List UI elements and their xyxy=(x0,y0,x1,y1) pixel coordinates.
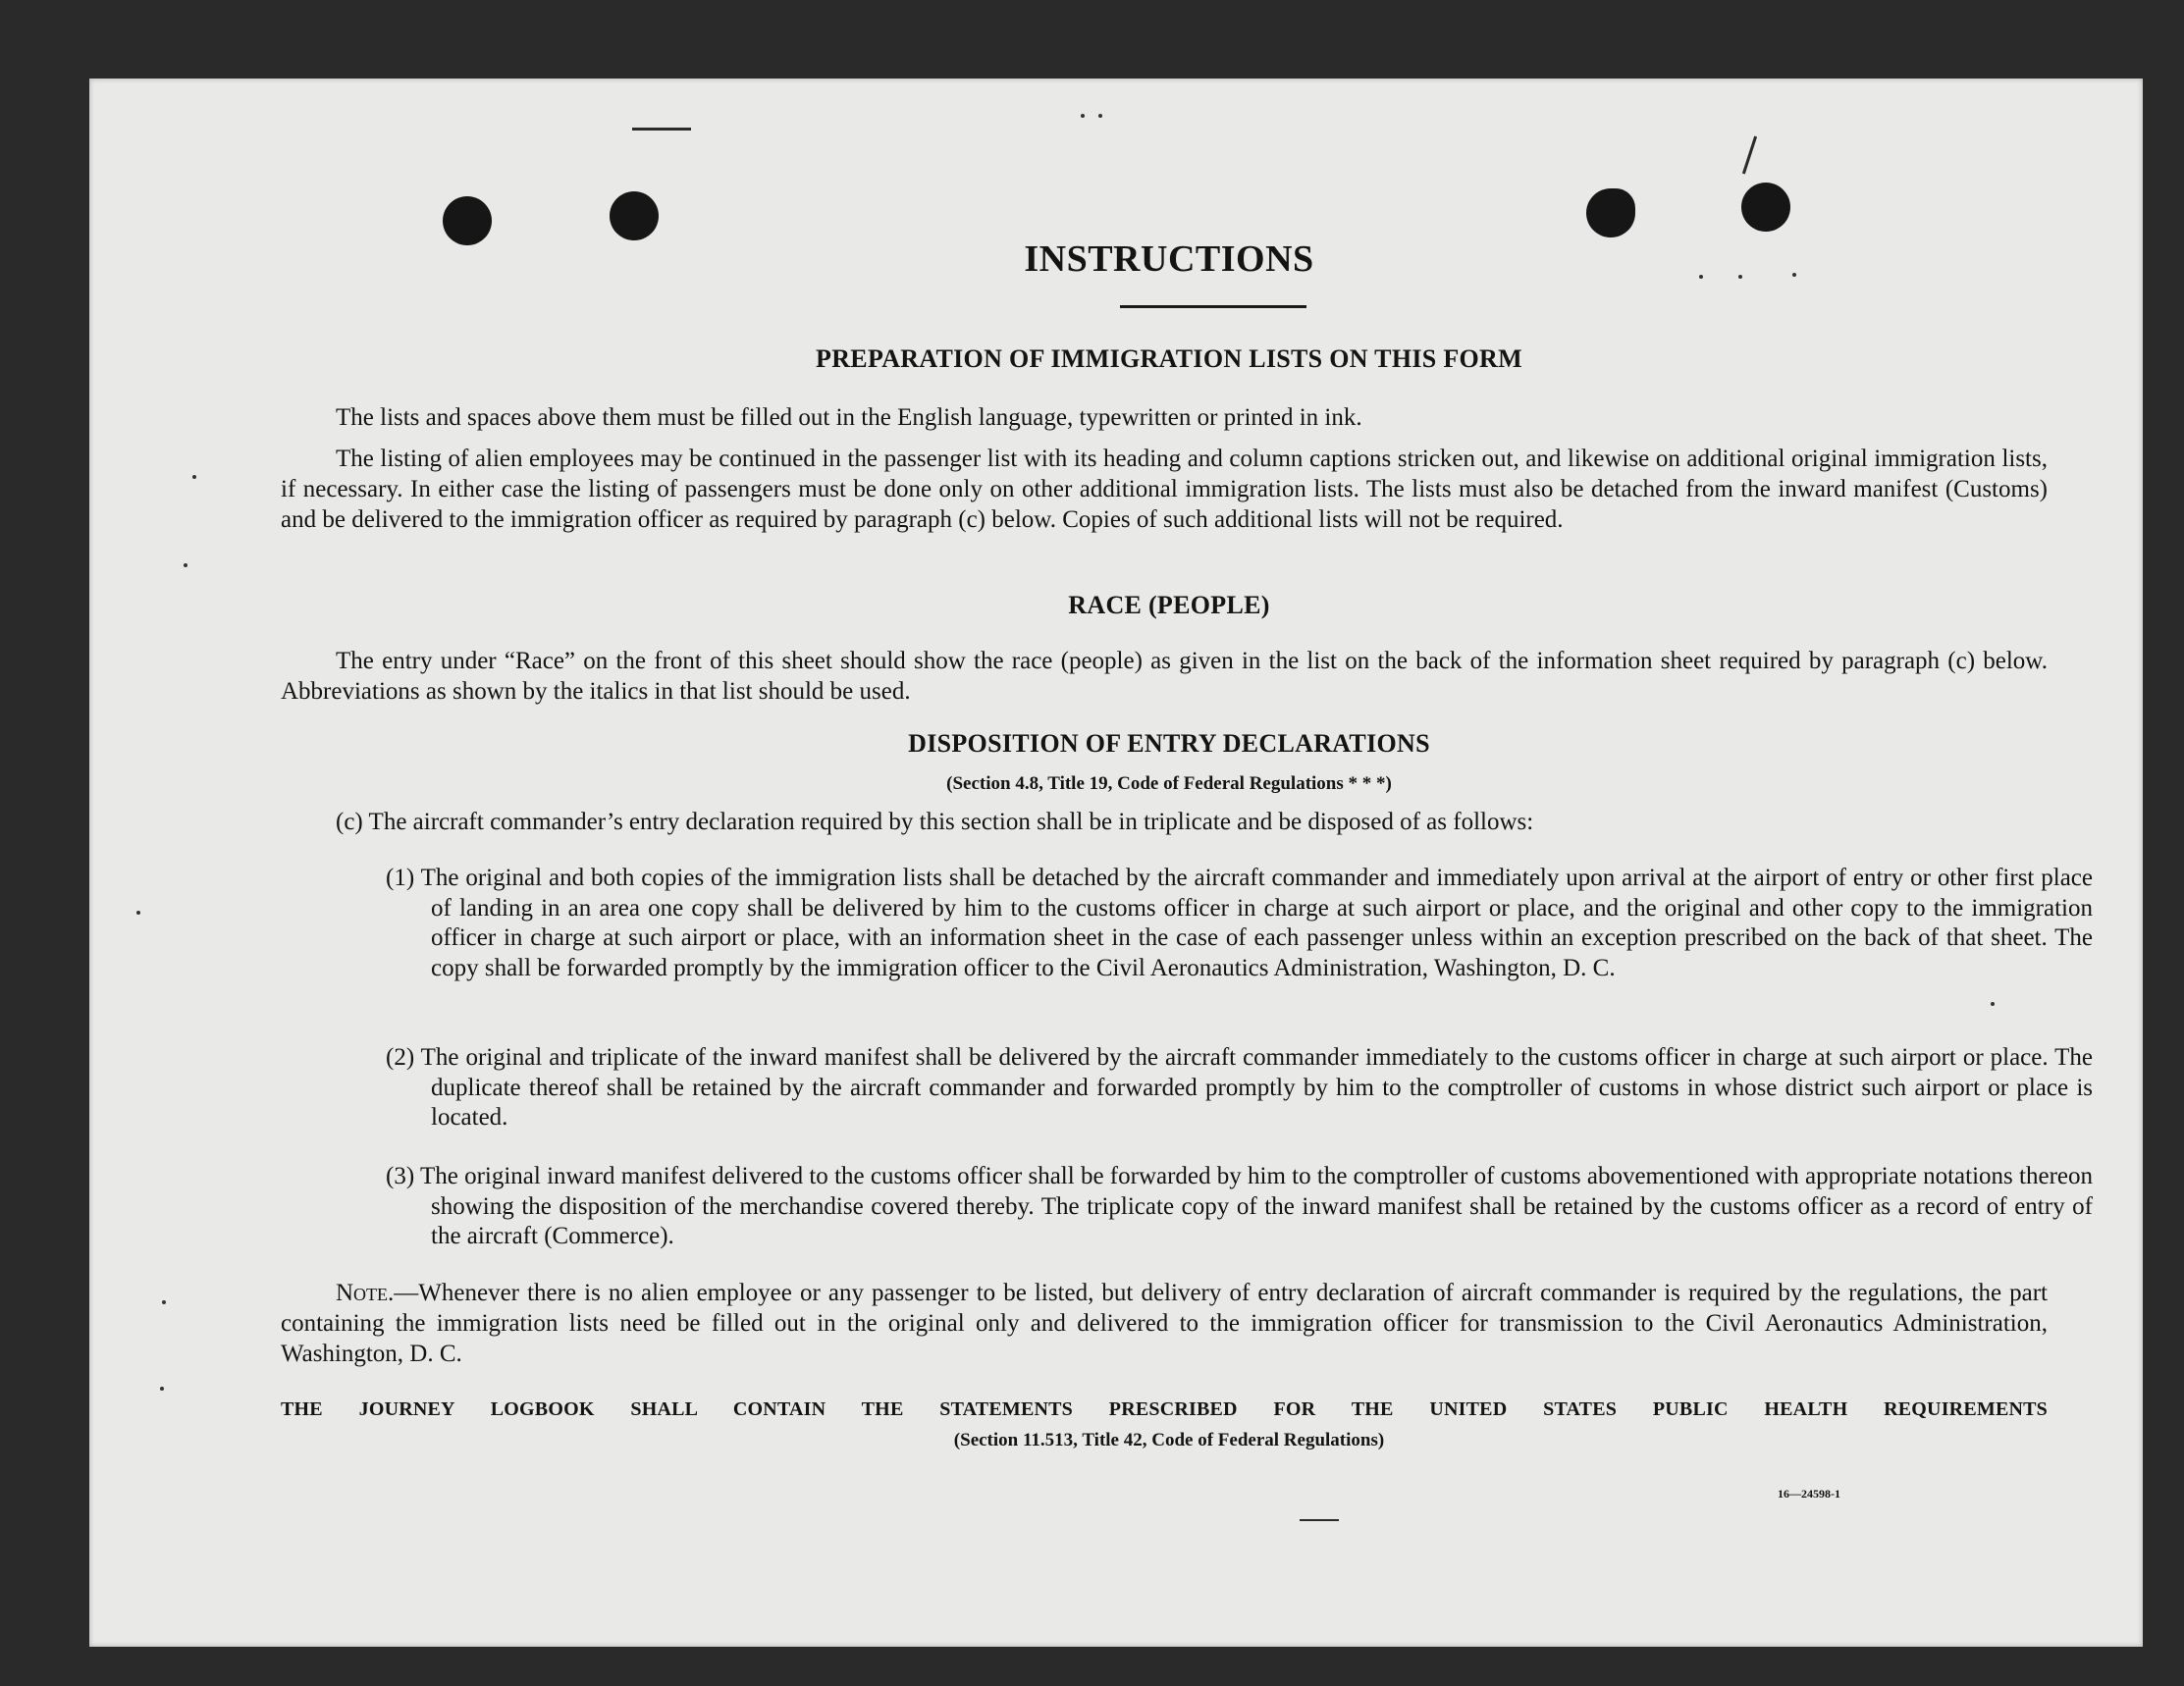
preparation-heading: PREPARATION OF IMMIGRATION LISTS ON THIS FORM xyxy=(816,344,1522,373)
speck xyxy=(162,1300,166,1304)
race-heading: RACE (PEOPLE) xyxy=(1068,591,1270,619)
health-citation: (Section 11.513, Title 42, Code of Federal Regulations) xyxy=(953,1430,1385,1450)
punch-hole-left-2 xyxy=(610,191,659,240)
speck xyxy=(1081,114,1085,118)
title-underline xyxy=(1120,305,1306,308)
disposition-intro: (c) The aircraft commander’s entry declaration required by this section shall be in triplicate and be disposed of as follows: xyxy=(336,809,1534,835)
page-title: INSTRUCTIONS xyxy=(1024,238,1314,280)
speck xyxy=(192,475,196,479)
disposition-item-1: (1) The original and both copies of the immigration lists shall be detached by the aircraft commander and immediately upon arrival at the airport of entry or other first place of landing in an area one copy shall be delivered by him to the customs officer in charge at such airport or place, and the original and other copy to the immigration officer in charge at such airport or place, with an information sheet in the case of each passenger unless within an exception prescribed on the back of that sheet. The copy shall be forwarded promptly by the immigration officer to the Civil Aeronautics Administration, Washington, D. C. xyxy=(386,865,2093,981)
race-paragraph: The entry under “Race” on the front of this sheet should show the race (people) as given in the list on the back of the information sheet required by paragraph (c) below. Abbreviations as shown by the italics in that list should be used. xyxy=(281,648,2048,705)
punch-hole-right-2 xyxy=(1741,183,1790,232)
speck xyxy=(136,911,140,915)
punch-hole-right-1 xyxy=(1586,188,1635,237)
disposition-citation: (Section 4.8, Title 19, Code of Federal Regulations * * *) xyxy=(946,773,1392,794)
speck xyxy=(184,563,187,567)
speck xyxy=(1098,114,1102,118)
speck xyxy=(160,1387,164,1391)
disposition-heading: DISPOSITION OF ENTRY DECLARATIONS xyxy=(908,729,1430,758)
ink-mark xyxy=(632,128,691,131)
note-text: —Whenever there is no alien employee or any passenger to be listed, but delivery of entry declaration of aircraft commander is required by the regulations, the part containing the immigration lists need be filled out in the original only and delivered to the immigration officer for transmission to the Civil Aeronautics Administration, Washington, D. C. xyxy=(281,1280,2048,1367)
disposition-item-2: (2) The original and triplicate of the inward manifest shall be delivered by the aircraft commander immediately to the customs officer in charge at such airport or place. The duplicate thereof shall be retained by the aircraft commander and forwarded promptly by him to the comptroller of customs in whose district such airport or place is located. xyxy=(386,1044,2093,1131)
disposition-item-3: (3) The original inward manifest delivered to the customs officer shall be forwarded by him to the comptroller of customs abovementioned with appropriate notations thereon showing the disposition of the merchandise covered thereby. The triplicate copy of the inward manifest shall be retained by the customs officer as a record of entry of the aircraft (Commerce). xyxy=(386,1163,2093,1249)
document-page xyxy=(89,79,2143,1647)
preparation-paragraph-2: The listing of alien employees may be continued in the passenger list with its heading and column captions stricken out, and likewise on additional original immigration lists, if necessary. In either case the listing of passengers must be done only on other additional immigration lists. The lists must also be detached from the inward manifest (Customs) and be delivered to the immigration officer as required by paragraph (c) below. Copies of such additional lists will not be required. xyxy=(281,446,2048,533)
ink-mark xyxy=(1300,1519,1339,1521)
ink-mark xyxy=(1742,136,1757,175)
health-statement: THE JOURNEY LOGBOOK SHALL CONTAIN THE STATEMENTS PRESCRIBED FOR THE UNITED STATES PUBLIC HEALTH REQUIREMENTS xyxy=(281,1398,2048,1420)
preparation-paragraph-1: The lists and spaces above them must be filled out in the English language, typewritten or printed in ink. xyxy=(336,404,1362,431)
note-paragraph xyxy=(281,1278,2048,1369)
form-number: 16—24598-1 xyxy=(1778,1487,1840,1501)
speck xyxy=(1991,1002,1995,1006)
note-label: Note. xyxy=(336,1280,395,1306)
